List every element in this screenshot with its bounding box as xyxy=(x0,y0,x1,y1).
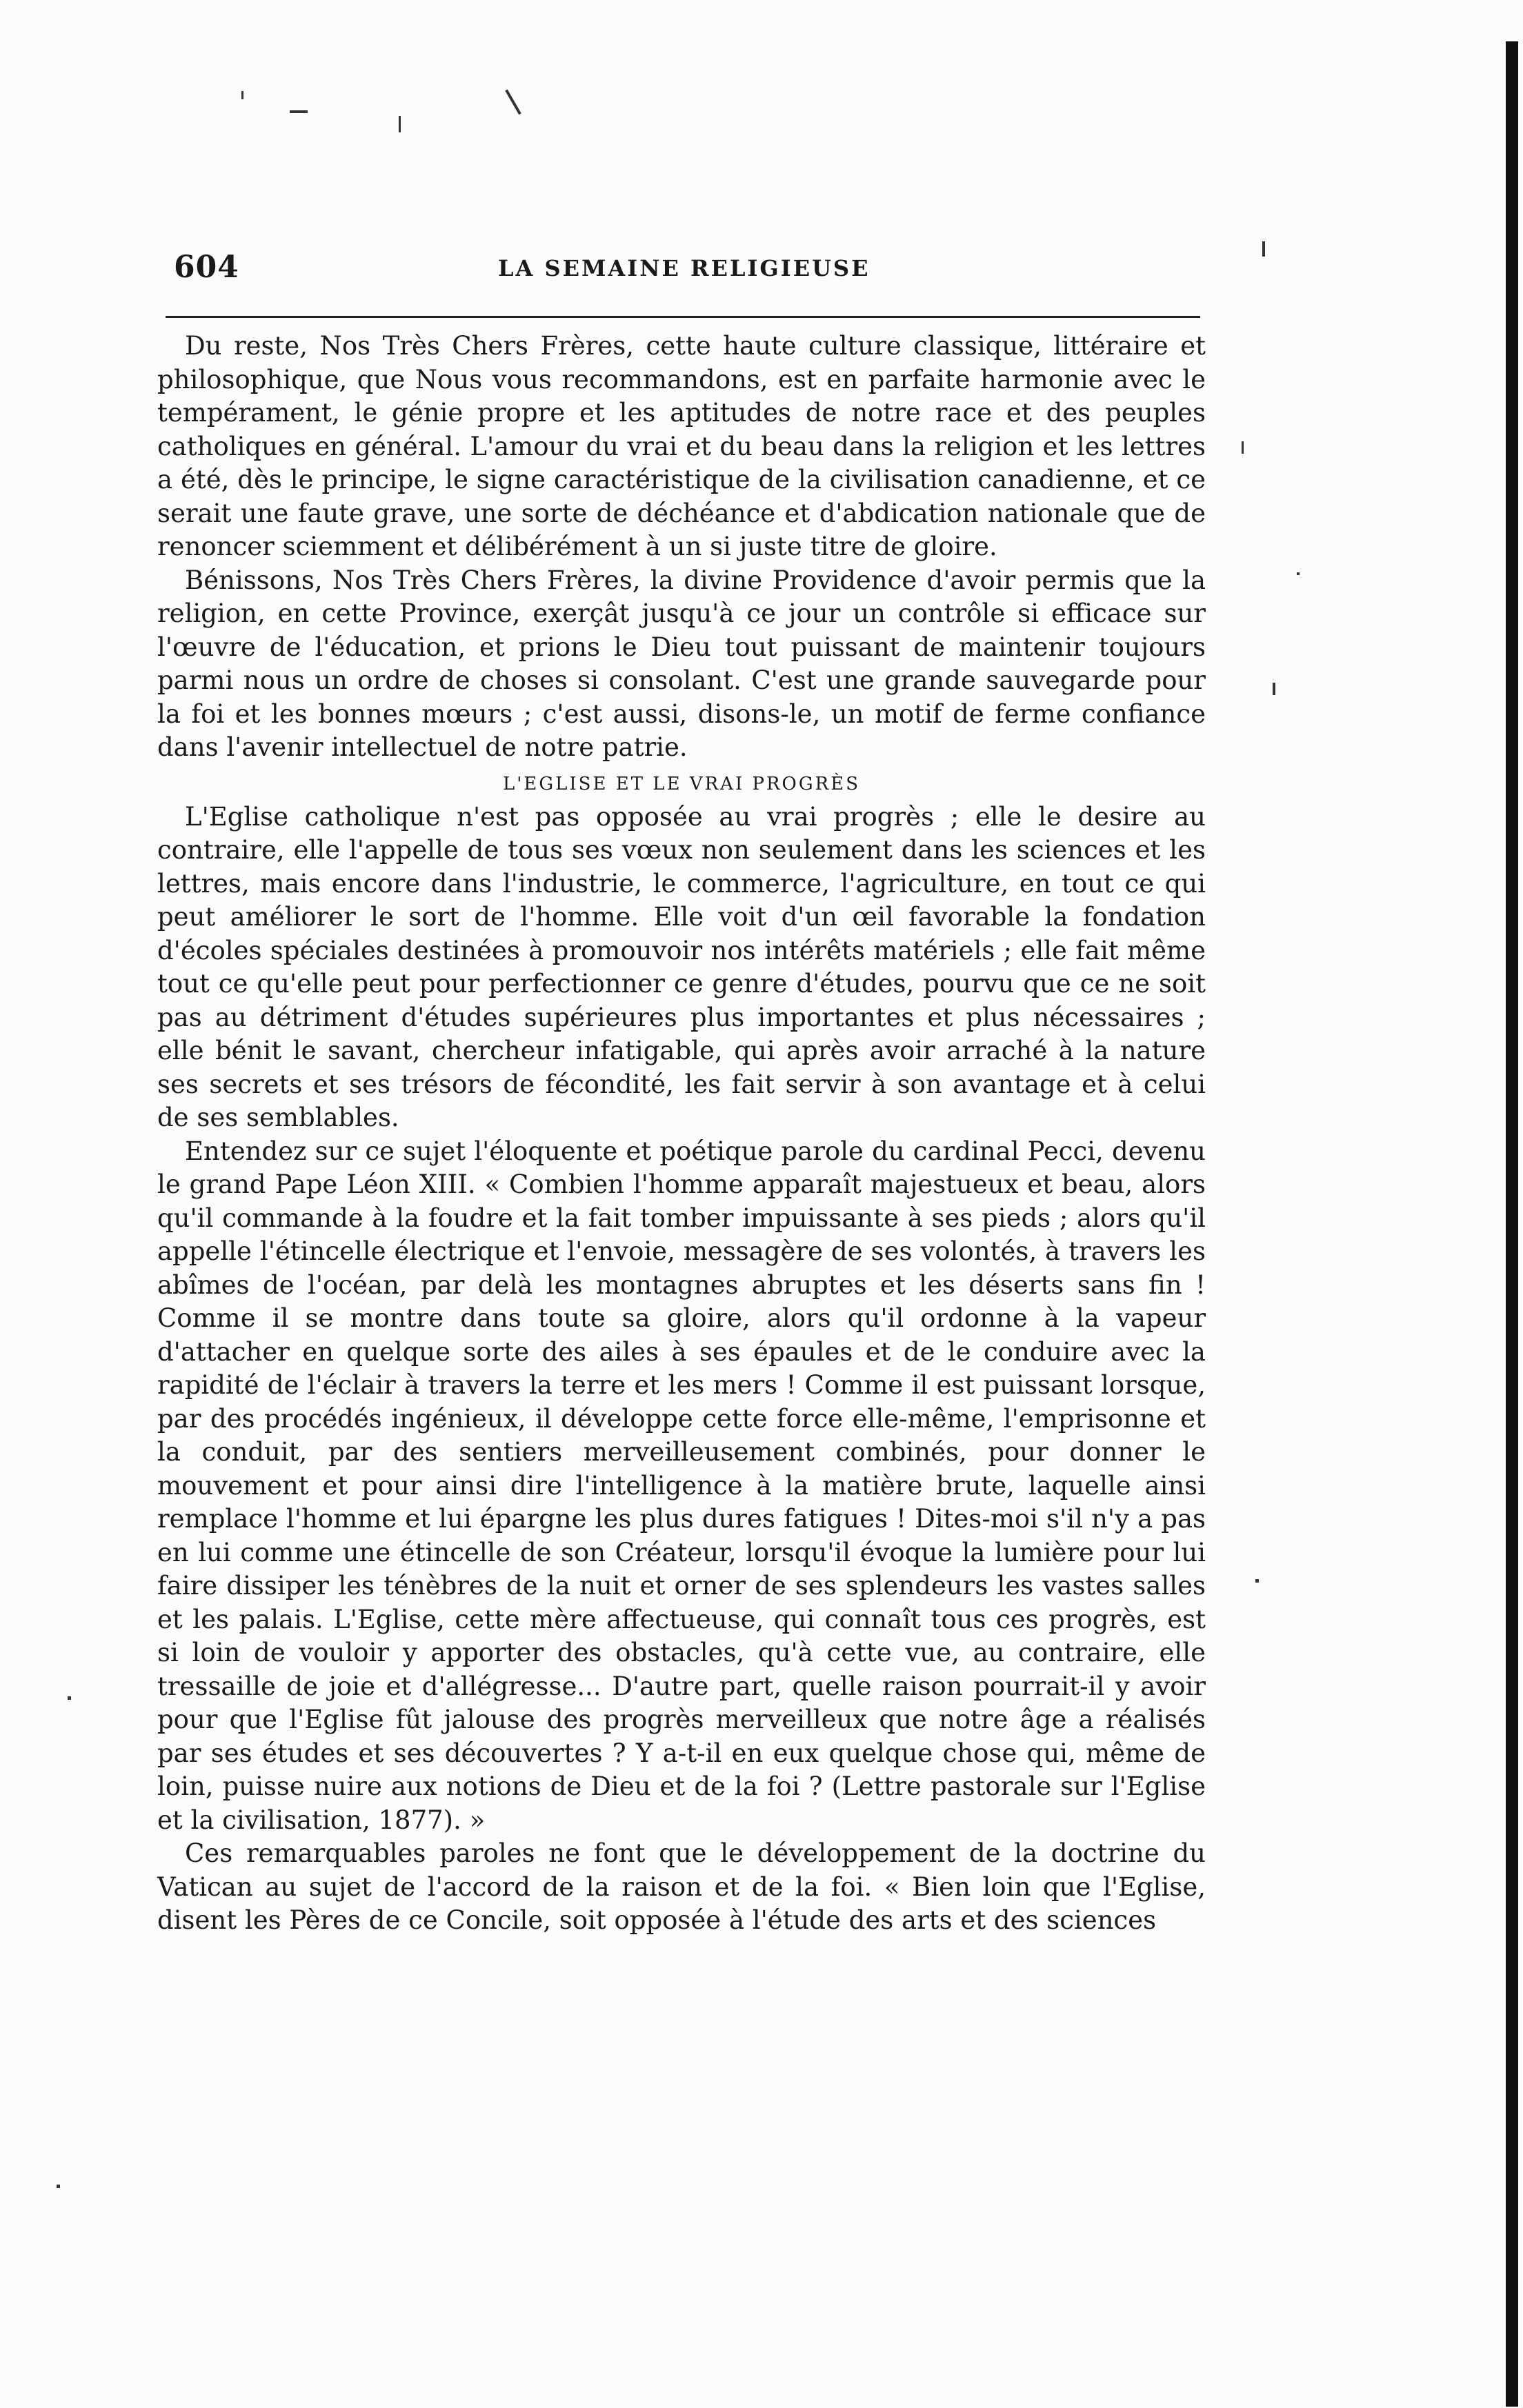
paragraph: L'Eglise catholique n'est pas opposée au vrai progrès ; elle le desire au contraire, elle l'appelle de tous ses vœux non seulement dans les sciences et les lettres, mais encore dans l'industrie, le commerce, l'agriculture, en tout ce qui peut améliorer le sort de l'homme. Elle voit d'un œil favorable la fondation d'écoles spéciales destinées à promouvoir nos intérêts matériels ; elle fait même tout ce qu'elle peut pour perfectionner ce genre d'études, pourvu que ce ne soit pas au détriment d'études supérieures plus importantes et plus nécessaires ; elle bénit le savant, chercheur infatigable, qui après avoir arraché à la nature ses secrets et ses trésors de fécondité, les fait servir à son avantage et à celui de ses semblables. xyxy=(157,801,1206,1132)
page-header xyxy=(174,250,1202,291)
paragraph: Du reste, Nos Très Chers Frères, cette haute culture classique, littéraire et philosophique, que Nous vous recommandons, est en parfaite harmonie avec le tempérament, le génie propre et les aptitudes de notre race et des peuples catholiques en général. L'amour du vrai et du beau dans la religion et les lettres a été, dès le principe, le signe caractéristique de la civilisation canadienne, et ce serait une faute grave, une sorte de déchéance et d'abdication nationale que de renoncer sciemment et délibérément à un si juste titre de gloire. xyxy=(157,331,1206,561)
scan-speck xyxy=(241,91,243,99)
body-text xyxy=(157,330,1206,1938)
paragraph: Entendez sur ce sujet l'éloquente et poétique parole du cardinal Pecci, devenu le grand Pape Léon XIII. « Combien l'homme apparaît majestueux et beau, alors qu'il commande à la foudre et la fait tomber impuissante à ses pieds ; alors qu'il appelle l'étincelle électrique et l'envoie, messagère de ses volontés, à travers les abîmes de l'océan, par delà les montagnes abruptes et les déserts sans fin ! Comme il se montre dans toute sa gloire, alors qu'il ordonne à la vapeur d'attacher en quelque sorte des ailes à ses épaules et de le conduire avec la rapidité de l'éclair à travers la terre et les mers ! Comme il est puissant lorsque, par des procédés ingénieux, il développe cette force elle-même, l'emprisonne et la conduit, par des sentiers merveilleusement combinés, pour donner le mouvement et pour ainsi dire l'intelligence à la matière brute, laquelle ainsi remplace l'homme et lui épargne les plus dures fatigues ! Dites-moi s'il n'y a pas en lui comme une étincelle de son Créateur, lorsqu'il évoque la lumière pour lui faire dissiper les ténèbres de la nuit et orner de ses splendeurs les vastes salles et les palais. L'Eglise, cette mère affectueuse, qui connaît tous ces progrès, est si loin de vouloir y apporter des obstacles, qu'à cette vue, au contraire, elle tressaille de joie et d'allégresse... D'autre part, quelle raison pourrait-il y avoir pour que l'Eglise fût jalouse des progrès merveilleux que notre âge a réalisés par ses études et ses découvertes ? Y a-t-il en eux quelque chose qui, même de loin, puisse nuire aux notions de Dieu et de la foi ? (Lettre pastorale sur l'Eglise et la civilisation, 1877). » xyxy=(157,1136,1206,1835)
running-title: LA SEMAINE RELIGIEUSE xyxy=(498,255,870,281)
scan-speck xyxy=(1273,683,1275,695)
paragraph: Bénissons, Nos Très Chers Frères, la divine Providence d'avoir permis que la religion, en cette Province, exerçât jusqu'à ce jour un contrôle si efficace sur l'œuvre de l'éducation, et prions le Dieu tout puissant de maintenir toujours parmi nous un ordre de choses si consolant. C'est une grande sauvegarde pour la foi et les bonnes mœurs ; c'est aussi, disons-le, un motif de ferme confiance dans l'avenir intellectuel de notre patrie. xyxy=(157,565,1206,762)
scan-speck xyxy=(57,2185,60,2188)
page-number: 604 xyxy=(174,250,239,285)
scan-speck xyxy=(1297,572,1300,575)
scan-speck xyxy=(505,90,521,115)
scan-speck xyxy=(68,1696,71,1700)
scan-speck xyxy=(399,116,401,132)
scan-speck xyxy=(1255,1579,1259,1583)
scan-speck xyxy=(1262,241,1265,257)
header-rule xyxy=(166,316,1200,318)
scan-speck xyxy=(290,110,308,113)
scan-speck xyxy=(1242,441,1244,454)
section-heading: L'EGLISE ET LE VRAI PROGRÈS xyxy=(502,773,861,794)
paragraph: Ces remarquables paroles ne font que le développement de la doctrine du Vatican au sujet de l'accord de la raison et de la foi. « Bien loin que l'Eglise, disent les Pères de ce Concile, soit opposée à l'étude des arts et des sciences xyxy=(157,1838,1206,1935)
binding-edge xyxy=(1506,41,1518,2407)
